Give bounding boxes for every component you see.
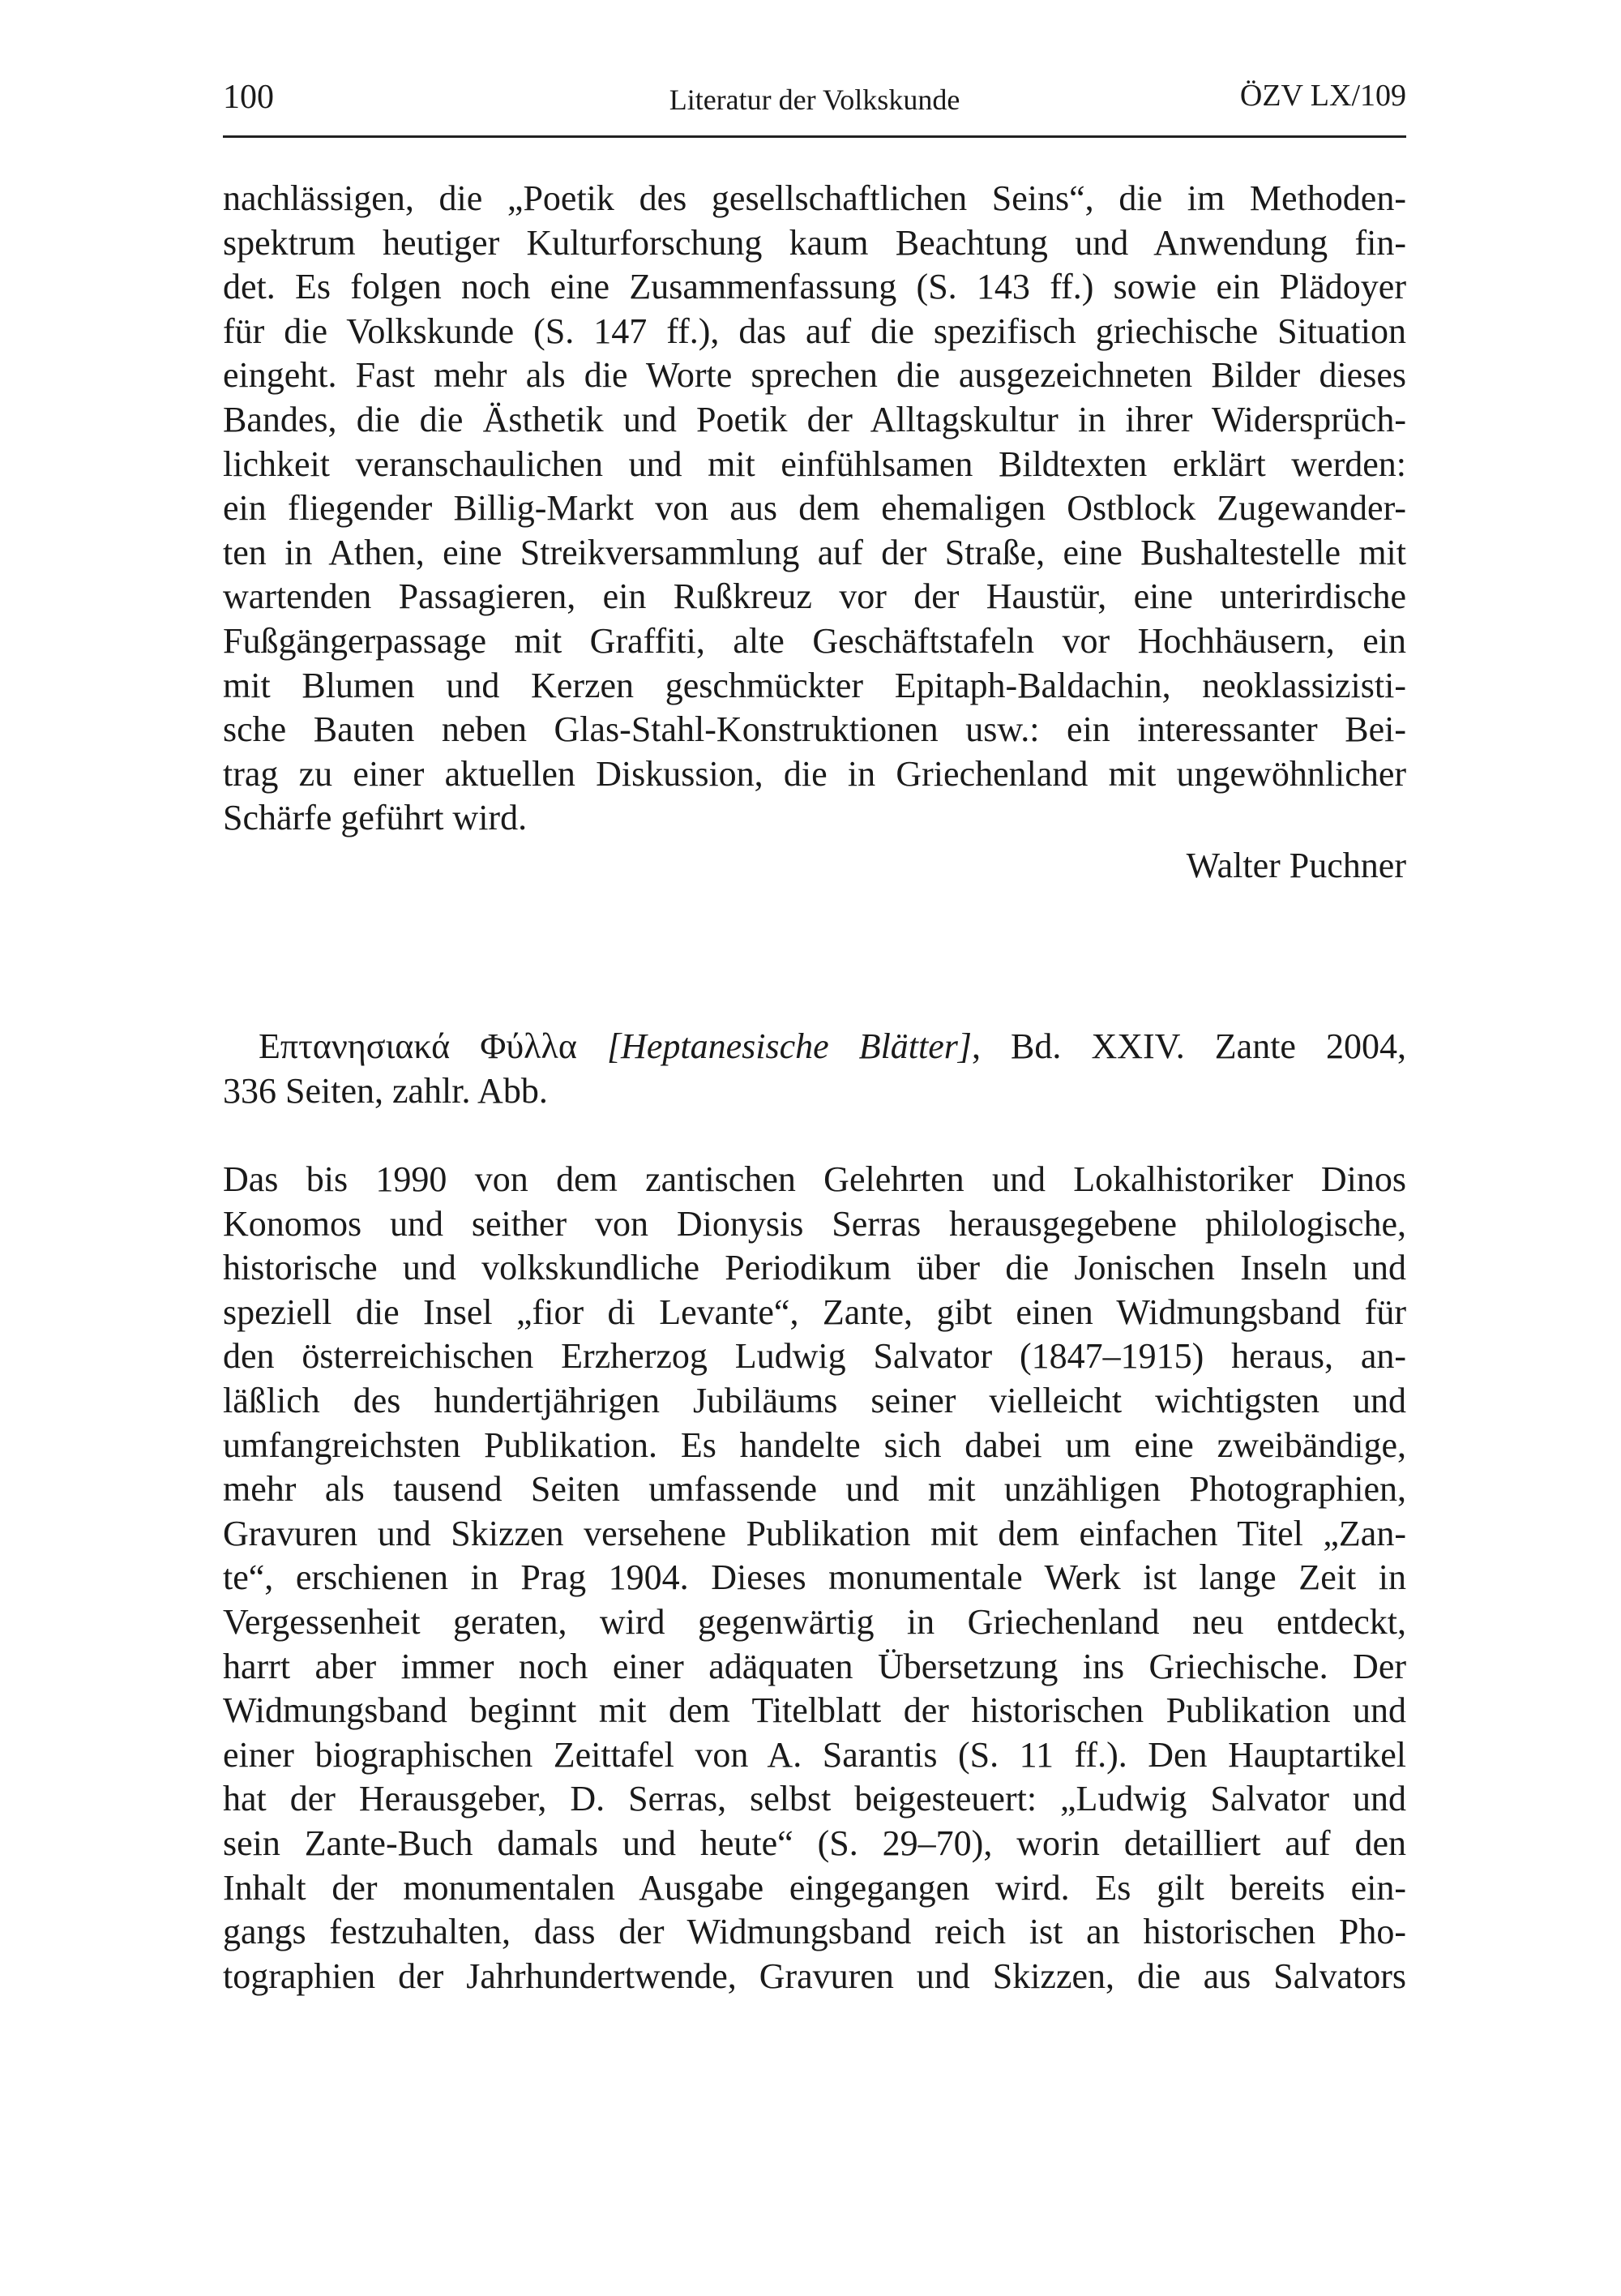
text-line: lichkeit veranschaulichen und mit einfühlsamen Bildtexten erklärt werden:: [223, 443, 1406, 484]
text-line: Das bis 1990 von dem zantischen Gelehrten und Lokalhistoriker Dinos: [223, 1159, 1406, 1199]
text-line: wartenden Passagieren, ein Rußkreuz vor der Haustür, eine unterirdische: [223, 576, 1406, 617]
text-line: Fußgängerpassage mit Graffiti, alte Geschäftstafeln vor Hochhäusern, ein: [223, 620, 1406, 661]
text-line: te“, erschienen in Prag 1904. Dieses monumentale Werk ist lange Zeit in: [223, 1557, 1406, 1598]
text-line: det. Es folgen noch eine Zusammenfassung (S. 143 ff.) sowie ein Plädoyer: [223, 267, 1406, 307]
volume-reference: ÖZV LX/109: [1239, 79, 1406, 113]
text-line: historische und volkskundliche Periodikum über die Jonischen Inseln und: [223, 1248, 1406, 1288]
text-line: Konomos und seither von Dionysis Serras herausgegebene philologische,: [223, 1203, 1406, 1244]
text-line: mehr als tausend Seiten umfassende und mit unzähligen Photographien,: [223, 1469, 1406, 1510]
header-rule: [223, 135, 1406, 138]
text-line: umfangreichsten Publikation. Es handelte sich dabei um eine zweibändige,: [223, 1424, 1406, 1465]
text-line: Widmungsband beginnt mit dem Titelblatt der historischen Publikation und: [223, 1690, 1406, 1731]
text-line: gangs festzuhalten, dass der Widmungsband reich ist an historischen Pho-: [223, 1912, 1406, 1952]
text-line: sche Bauten neben Glas-Stahl-Konstruktionen usw.: ein interessanter Bei-: [223, 709, 1406, 750]
text-line: spektrum heutiger Kulturforschung kaum Beachtung und Anwendung fin-: [223, 222, 1406, 263]
paragraph-2: [223, 1158, 1406, 1998]
paragraph-1: [223, 177, 1406, 841]
text-line: ein fliegender Billig-Markt von aus dem ehemaligen Ostblock Zugewander-: [223, 488, 1406, 529]
details-line-2: 336 Seiten, zahlr. Abb.: [223, 1070, 548, 1111]
text-line: sein Zante-Buch damals und heute“ (S. 29–70), worin detailliert auf den: [223, 1823, 1406, 1863]
text-line: trag zu einer aktuellen Diskussion, die in Griechenland mit ungewöhnlicher: [223, 753, 1406, 794]
text-line: tographien der Jahrhundertwende, Gravuren und Skizzen, die aus Salvators: [223, 1955, 1406, 1996]
page-header: [223, 78, 1406, 118]
details-line-1: , Bd. XXIV. Zante 2004,: [972, 1026, 1406, 1066]
text-line: einer biographischen Zeittafel von A. Sarantis (S. 11 ff.). Den Hauptartikel: [223, 1734, 1406, 1775]
text-line: speziell die Insel „fior di Levante“, Zante, gibt einen Widmungsband für: [223, 1292, 1406, 1332]
text-line: Vergessenheit geraten, wird gegenwärtig in Griechenland neu entdeckt,: [223, 1601, 1406, 1642]
text-line: für die Volkskunde (S. 147 ff.), das auf die spezifisch griechische Situation: [223, 311, 1406, 351]
review-heading: [223, 1025, 1406, 1113]
text-line: Schärfe geführt wird.: [223, 798, 528, 838]
text-line: den österreichischen Erzherzog Ludwig Salvator (1847–1915) heraus, an-: [223, 1336, 1406, 1377]
text-line: ten in Athen, eine Streikversammlung auf der Straße, eine Bushaltestelle mit: [223, 532, 1406, 572]
translated-title: [Heptanesische Blätter]: [606, 1026, 973, 1066]
text-line: nachlässigen, die „Poetik des gesellschaftlichen Seins“, die im Methoden-: [223, 178, 1406, 218]
text-line: mit Blumen und Kerzen geschmückter Epitaph-Baldachin, neoklassizisti-: [223, 665, 1406, 705]
text-line: läßlich des hundertjährigen Jubiläums seiner vielleicht wichtigsten und: [223, 1380, 1406, 1420]
text-line: Gravuren und Skizzen versehene Publikation mit dem einfachen Titel „Zan-: [223, 1513, 1406, 1553]
text-line: Inhalt der monumentalen Ausgabe eingegangen wird. Es gilt bereits ein-: [223, 1867, 1406, 1908]
greek-title: Επτανησιακά Φύλλα: [259, 1026, 577, 1066]
text-line: eingeht. Fast mehr als die Worte sprechen die ausgezeichneten Bilder dieses: [223, 355, 1406, 396]
text-line: harrt aber immer noch einer adäquaten Übersetzung ins Griechische. Der: [223, 1646, 1406, 1686]
text-line: Bandes, die die Ästhetik und Poetik der Alltagskultur in ihrer Widersprüch-: [223, 399, 1406, 439]
review-heading-line-1: [223, 1025, 1406, 1069]
signature: Walter Puchner: [1186, 846, 1406, 885]
running-title: Literatur der Volkskunde: [669, 84, 960, 116]
text-line: hat der Herausgeber, D. Serras, selbst beigesteuert: „Ludwig Salvator und: [223, 1779, 1406, 1819]
page-number: 100: [223, 79, 274, 116]
